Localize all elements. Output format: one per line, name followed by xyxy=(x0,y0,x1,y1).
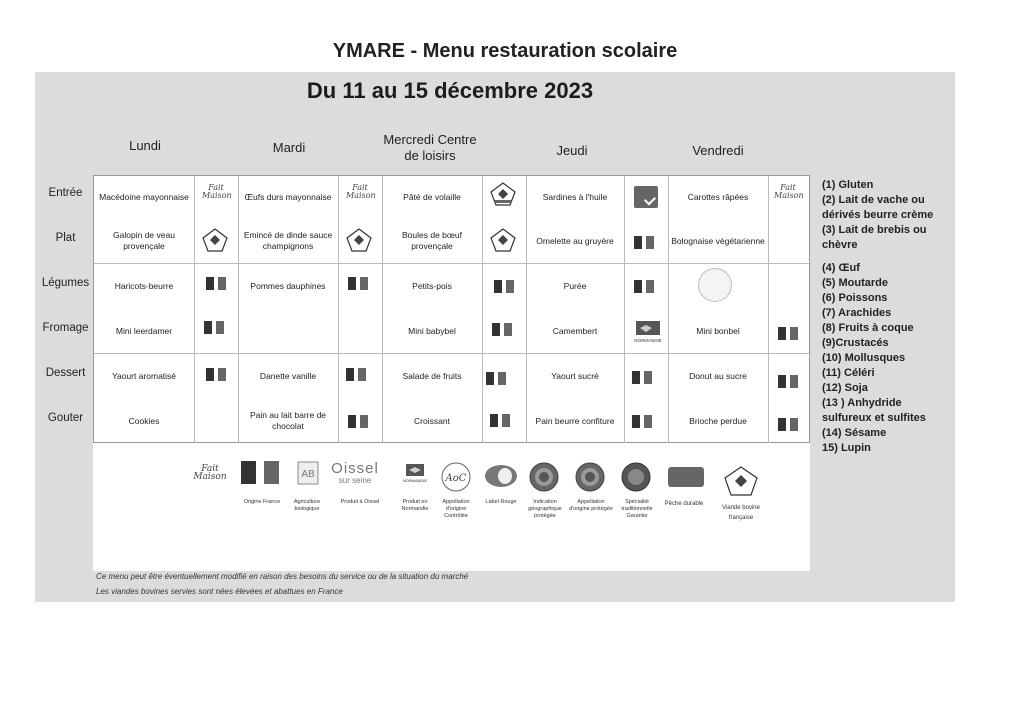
viande-bovine-francaise-icon xyxy=(202,228,228,252)
igp-icon xyxy=(528,461,560,493)
menu-cell-legumes-jeudi: Purée xyxy=(563,280,587,291)
allergen-spacer xyxy=(822,253,1022,261)
row-label-dessert: Dessert xyxy=(45,367,86,379)
menu-cell-dessert-mardi: Danette vanille xyxy=(259,370,317,381)
row-label-legumes: Légumes xyxy=(41,277,90,289)
row-label-fromage: Fromage xyxy=(42,322,89,334)
aop-icon xyxy=(574,461,606,493)
allergen-item: (9)Crustacés xyxy=(822,337,889,349)
menu-cell-entree-mercredi: Pâté de volaille xyxy=(403,191,461,202)
peche-durable-icon xyxy=(668,467,704,487)
menu-cell-dessert-lundi: Yaourt aromatisé xyxy=(111,370,177,381)
peche-durable-icon xyxy=(634,186,658,208)
origine-france-icon xyxy=(490,414,512,427)
day-header-vendredi: Vendredi xyxy=(692,143,744,158)
legend-label: Agriculture biologique xyxy=(293,499,321,512)
origine-france-icon xyxy=(632,371,654,384)
allergen-item: (12) Soja xyxy=(822,382,868,394)
fait-maison-icon: Fait Maison xyxy=(774,183,804,200)
page-title: YMARE - Menu restauration scolaire xyxy=(332,40,678,62)
origine-france-icon xyxy=(778,327,800,340)
origine-france-icon xyxy=(206,277,228,290)
menu-cell-fromage-jeudi: Camembert xyxy=(552,325,598,336)
legend-label: Produit à Oissel xyxy=(340,499,380,505)
viande-bovine-francaise-icon xyxy=(490,228,516,252)
menu-cell-plat-vendredi: Bolognaise végétarienne xyxy=(671,235,765,246)
stg-icon xyxy=(620,461,652,493)
allergen-item: (8) Fruits à coque xyxy=(822,322,914,334)
origine-france-icon xyxy=(348,415,370,428)
allergen-item: (13 ) Anhydride xyxy=(822,397,902,409)
svg-text:AoC: AoC xyxy=(445,473,467,484)
allergen-item: sulfureux et sulfites xyxy=(822,412,926,424)
menu-cell-dessert-vendredi: Donut au sucre xyxy=(689,370,747,381)
allergen-item: (6) Poissons xyxy=(822,292,888,304)
origine-france-logo xyxy=(241,461,285,484)
svg-text:NORMANDIE: NORMANDIE xyxy=(402,478,428,483)
allergen-item: (7) Arachides xyxy=(822,307,892,319)
label-rouge-icon xyxy=(483,463,519,489)
menu-cell-fromage-lundi: Mini leerdamer xyxy=(115,325,173,336)
menu-cell-legumes-lundi: Haricots-beurre xyxy=(114,280,174,291)
svg-text:AB: AB xyxy=(301,469,315,480)
origine-france-icon xyxy=(204,321,226,334)
menu-cell-gouter-vendredi: Brioche perdue xyxy=(689,415,747,426)
allergen-item: (5) Moutarde xyxy=(822,277,888,289)
viande-bovine-francaise-icon xyxy=(724,466,758,496)
menu-cell-entree-jeudi: Sardines à l'huile xyxy=(542,191,608,202)
origine-france-icon xyxy=(632,415,654,428)
menu-cell-gouter-mercredi: Croissant xyxy=(414,415,450,426)
vegetarien-icon xyxy=(698,268,732,302)
menu-cell-legumes-mercredi: Petits-pois xyxy=(412,280,452,291)
oissel-logo: Oissel sur seine xyxy=(331,460,379,485)
legend-label: Appellation d'origine Contrôlée xyxy=(442,499,470,519)
fait-maison-icon: Fait Maison xyxy=(202,183,232,200)
aoc-icon xyxy=(440,461,472,493)
origine-france-icon xyxy=(778,375,800,388)
legend-label: Spécialité traditionnelle Garantie xyxy=(621,499,653,519)
allergen-item: chèvre xyxy=(822,239,858,251)
origine-france-icon xyxy=(346,368,368,381)
origine-france-icon xyxy=(206,368,228,381)
origine-france-icon xyxy=(492,323,514,336)
menu-cell-entree-mardi: Œufs durs mayonnaise xyxy=(244,191,332,202)
menu-cell-plat-mardi: Emincé de dinde sauce champignons xyxy=(243,230,333,251)
menu-cell-entree-vendredi: Carottes râpées xyxy=(687,191,749,202)
produit-en-normandie-icon xyxy=(630,320,666,344)
row-label-gouter: Gouter xyxy=(47,412,84,424)
menu-cell-plat-lundi: Galopin de veau provençale xyxy=(113,230,175,251)
fait-maison-icon: Fait Maison xyxy=(193,464,227,482)
legend-label: Produit en Normandie xyxy=(401,499,429,512)
day-header-lundi: Lundi xyxy=(129,138,161,153)
allergen-item: (1) Gluten xyxy=(822,179,874,191)
day-header-mercredi: Mercredi Centre de loisirs xyxy=(383,132,477,163)
allergen-item: 15) Lupin xyxy=(822,442,871,454)
row-label-plat: Plat xyxy=(55,232,76,244)
menu-cell-gouter-mardi: Pain au lait barre de chocolat xyxy=(249,410,327,431)
origine-france-icon xyxy=(778,418,800,431)
menu-cell-dessert-mercredi: Salade de fruits xyxy=(402,370,462,381)
fait-maison-icon: Fait Maison xyxy=(346,183,376,200)
day-header-jeudi: Jeudi xyxy=(556,143,588,158)
legend-label: Indication géographique protégée xyxy=(528,499,562,519)
allergen-list xyxy=(822,178,1022,456)
menu-cell-plat-jeudi: Omelette au gruyère xyxy=(536,235,614,246)
origine-france-icon xyxy=(634,236,656,249)
allergen-item: (2) Lait de vache ou xyxy=(822,194,925,206)
viande-bovine-francaise-icon xyxy=(346,228,372,252)
day-header-mardi: Mardi xyxy=(272,140,306,155)
origine-france-icon xyxy=(486,372,508,385)
allergen-item: (3) Lait de brebis ou xyxy=(822,224,927,236)
menu-cell-entree-lundi: Macédoine mayonnaise xyxy=(99,191,189,202)
agriculture-biologique-icon xyxy=(297,461,319,485)
origine-france-icon xyxy=(494,280,516,293)
allergen-item: (14) Sésame xyxy=(822,427,887,439)
legend-label: Label Rouge xyxy=(485,499,517,505)
produit-en-normandie-icon xyxy=(400,462,430,484)
allergen-item: (4) Œuf xyxy=(822,262,860,274)
week-title: Du 11 au 15 décembre 2023 xyxy=(306,78,594,103)
footer-note-2: Les viandes bovines servies sont nées élevées et abattues en France xyxy=(96,587,343,596)
menu-cell-fromage-vendredi: Mini bonbel xyxy=(696,325,740,336)
legend-label: Appellation d'origine protégée xyxy=(569,499,613,512)
menu-cell-dessert-jeudi: Yaourt sucré xyxy=(551,370,599,381)
allergen-item: dérivés beurre crème xyxy=(822,209,934,221)
legend-label: Viande bovine française xyxy=(722,505,760,521)
footer-note-1: Ce menu peut être éventuellement modifié en raison des besoins du service ou de la situation du marché xyxy=(96,572,469,581)
row-label-entree: Entrée xyxy=(48,187,83,199)
origine-france-icon xyxy=(348,277,370,290)
menu-cell-fromage-mercredi: Mini babybel xyxy=(408,325,456,336)
allergen-item: (10) Mollusques xyxy=(822,352,906,364)
menu-cell-gouter-jeudi: Pain beurre confiture xyxy=(535,415,615,426)
menu-grid xyxy=(93,175,810,443)
legend-label: Pêche durable xyxy=(664,501,704,507)
legend-label: Origine France xyxy=(243,499,281,505)
origine-france-icon xyxy=(634,280,656,293)
svg-text:NORMANDIE: NORMANDIE xyxy=(634,338,662,343)
menu-cell-gouter-lundi: Cookies xyxy=(128,415,160,426)
menu-cell-plat-mercredi: Boules de bœuf provençale xyxy=(401,230,462,251)
menu-cell-legumes-mardi: Pommes dauphines xyxy=(250,280,326,291)
allergen-item: (11) Céléri xyxy=(822,367,875,379)
viande-bovine-francaise-icon xyxy=(490,182,516,206)
